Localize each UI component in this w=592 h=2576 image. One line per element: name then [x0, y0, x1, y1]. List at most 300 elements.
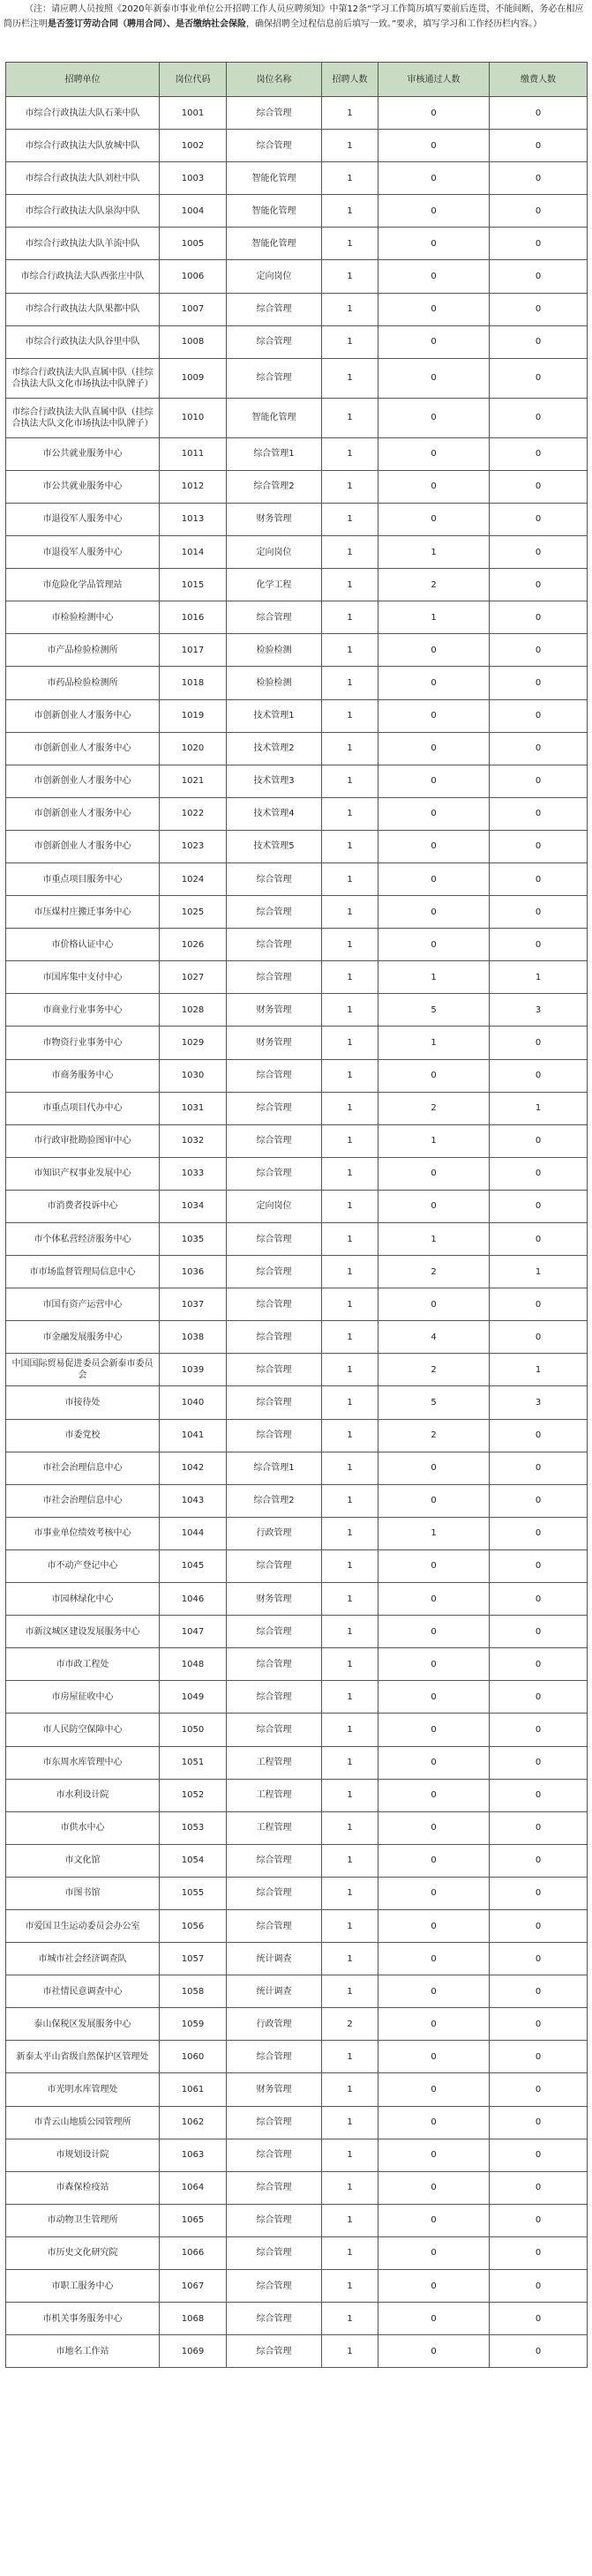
cell-quota: 1 [322, 601, 378, 634]
cell-quota: 1 [322, 1648, 378, 1681]
cell-code: 1050 [160, 1714, 227, 1746]
cell-code: 1026 [160, 929, 227, 961]
cell-unit: 市公共就业服务中心 [6, 470, 160, 503]
cell-quota: 1 [322, 2041, 378, 2073]
cell-code: 1056 [160, 1909, 227, 1942]
cell-approved: 0 [378, 503, 490, 535]
cell-position: 智能化管理 [227, 195, 322, 228]
cell-unit: 市历史文化研究院 [6, 2236, 160, 2269]
cell-position: 综合管理 [227, 1844, 322, 1877]
cell-position: 行政管理 [227, 1517, 322, 1549]
cell-paid: 0 [490, 765, 588, 797]
cell-quota: 1 [322, 1844, 378, 1877]
cell-approved: 0 [378, 398, 490, 437]
cell-unit: 市商业行业事务中心 [6, 994, 160, 1027]
cell-paid: 0 [490, 1190, 588, 1222]
cell-approved: 0 [378, 1452, 490, 1484]
cell-unit: 市综合行政执法大队直属中队（挂综合执法大队文化市场执法中队牌子） [6, 398, 160, 437]
cell-quota: 1 [322, 797, 378, 830]
cell-approved: 0 [378, 1975, 490, 2008]
cell-position: 综合管理 [227, 2303, 322, 2335]
cell-paid: 0 [490, 130, 588, 162]
cell-code: 1060 [160, 2041, 227, 2073]
cell-approved: 0 [378, 470, 490, 503]
cell-paid: 3 [490, 1386, 588, 1419]
header-approved: 审核通过人数 [378, 63, 490, 97]
cell-paid: 0 [490, 2106, 588, 2139]
table-row [6, 1909, 588, 1942]
table-row [6, 2041, 588, 2073]
cell-code: 1006 [160, 260, 227, 293]
table-row [6, 1811, 588, 1844]
table-row [6, 1517, 588, 1549]
cell-quota: 1 [322, 2270, 378, 2303]
cell-approved: 2 [378, 1354, 490, 1386]
cell-quota: 1 [322, 97, 378, 130]
cell-quota: 1 [322, 358, 378, 398]
cell-paid: 0 [490, 2041, 588, 2073]
cell-quota: 1 [322, 1059, 378, 1092]
cell-paid: 1 [490, 1354, 588, 1386]
cell-unit: 市公共就业服务中心 [6, 437, 160, 470]
table-row [6, 862, 588, 895]
cell-paid: 0 [490, 2008, 588, 2041]
cell-code: 1039 [160, 1354, 227, 1386]
cell-code: 1001 [160, 97, 227, 130]
cell-unit: 市东周水库管理中心 [6, 1746, 160, 1779]
cell-code: 1038 [160, 1321, 227, 1354]
cell-approved: 0 [378, 634, 490, 667]
cell-code: 1002 [160, 130, 227, 162]
cell-unit: 市园林绿化中心 [6, 1583, 160, 1616]
cell-approved: 2 [378, 1092, 490, 1124]
cell-approved: 0 [378, 2073, 490, 2106]
cell-paid: 0 [490, 97, 588, 130]
cell-code: 1017 [160, 634, 227, 667]
cell-code: 1044 [160, 1517, 227, 1549]
cell-unit: 市文化馆 [6, 1844, 160, 1877]
cell-paid: 0 [490, 2073, 588, 2106]
cell-paid: 0 [490, 1616, 588, 1648]
cell-unit: 市规划设计院 [6, 2139, 160, 2171]
cell-unit: 市创新创业人才服务中心 [6, 797, 160, 830]
cell-paid: 0 [490, 1027, 588, 1059]
cell-code: 1055 [160, 1877, 227, 1909]
table-row [6, 1256, 588, 1288]
cell-paid: 0 [490, 1909, 588, 1942]
cell-position: 综合管理 [227, 1354, 322, 1386]
cell-code: 1013 [160, 503, 227, 535]
cell-quota: 1 [322, 437, 378, 470]
cell-unit: 市知识产权事业发展中心 [6, 1157, 160, 1190]
cell-code: 1052 [160, 1779, 227, 1811]
cell-unit: 新泰太平山省级自然保护区管理处 [6, 2041, 160, 2073]
cell-position: 综合管理 [227, 1386, 322, 1419]
cell-quota: 1 [322, 1909, 378, 1942]
notice-part-1: （注：请应聘人员按照《2020年新泰市事业单位公开招聘工作人员应聘须知》中第12条“学习工作简历填写要前后连贯，不能间断，务必在相应简历栏注明 [4, 4, 584, 29]
cell-position: 综合管理 [227, 2204, 322, 2236]
table-row [6, 503, 588, 535]
cell-quota: 1 [322, 195, 378, 228]
cell-unit: 市创新创业人才服务中心 [6, 732, 160, 765]
cell-quota: 1 [322, 1877, 378, 1909]
cell-approved: 0 [378, 1681, 490, 1714]
cell-code: 1004 [160, 195, 227, 228]
cell-unit: 市价格认证中心 [6, 929, 160, 961]
cell-unit: 市消费者投诉中心 [6, 1190, 160, 1222]
cell-unit: 市森保检疫站 [6, 2171, 160, 2204]
cell-paid: 0 [490, 1844, 588, 1877]
cell-code: 1019 [160, 699, 227, 732]
cell-approved: 0 [378, 830, 490, 862]
cell-quota: 1 [322, 503, 378, 535]
cell-paid: 0 [490, 797, 588, 830]
cell-code: 1016 [160, 601, 227, 634]
cell-quota: 1 [322, 667, 378, 699]
cell-approved: 0 [378, 797, 490, 830]
cell-approved: 1 [378, 961, 490, 994]
cell-paid: 0 [490, 1943, 588, 1975]
cell-code: 1045 [160, 1549, 227, 1582]
cell-unit: 市物资行业事务中心 [6, 1027, 160, 1059]
table-row [6, 536, 588, 569]
table-row [6, 358, 588, 398]
header-row [6, 63, 588, 97]
cell-quota: 1 [322, 896, 378, 929]
cell-unit: 市事业单位绩效考核中心 [6, 1517, 160, 1549]
cell-paid: 0 [490, 1746, 588, 1779]
cell-approved: 0 [378, 1616, 490, 1648]
table-row [6, 1452, 588, 1484]
cell-paid: 0 [490, 1124, 588, 1157]
cell-code: 1069 [160, 2335, 227, 2368]
cell-paid: 0 [490, 437, 588, 470]
cell-position: 综合管理 [227, 2270, 322, 2303]
cell-approved: 1 [378, 601, 490, 634]
table-row [6, 293, 588, 325]
cell-position: 综合管理 [227, 1223, 322, 1256]
cell-paid: 0 [490, 1452, 588, 1484]
cell-unit: 市社会治理信息中心 [6, 1484, 160, 1517]
cell-position: 综合管理 [227, 1157, 322, 1190]
cell-approved: 0 [378, 1484, 490, 1517]
table-row [6, 1681, 588, 1714]
cell-approved: 0 [378, 2204, 490, 2236]
cell-paid: 0 [490, 503, 588, 535]
cell-approved: 1 [378, 1517, 490, 1549]
cell-approved: 0 [378, 1714, 490, 1746]
cell-paid: 0 [490, 667, 588, 699]
cell-paid: 0 [490, 1419, 588, 1452]
cell-position: 综合管理 [227, 896, 322, 929]
cell-approved: 0 [378, 732, 490, 765]
cell-approved: 0 [378, 2236, 490, 2269]
table-row [6, 601, 588, 634]
table-row [6, 2236, 588, 2269]
cell-unit: 市市场监督管理局信息中心 [6, 1256, 160, 1288]
cell-paid: 0 [490, 699, 588, 732]
cell-unit: 市退役军人服务中心 [6, 503, 160, 535]
cell-approved: 0 [378, 2335, 490, 2368]
cell-unit: 市综合行政执法大队果都中队 [6, 293, 160, 325]
table-row [6, 1844, 588, 1877]
cell-quota: 1 [322, 1027, 378, 1059]
cell-position: 技术管理5 [227, 830, 322, 862]
cell-approved: 0 [378, 1583, 490, 1616]
cell-code: 1014 [160, 536, 227, 569]
table-row [6, 1779, 588, 1811]
notice-bold: 是否签订劳动合同（聘用合同）、是否缴纳社会保险 [48, 19, 246, 29]
cell-unit: 市地名工作站 [6, 2335, 160, 2368]
cell-approved: 0 [378, 325, 490, 358]
table-row [6, 97, 588, 130]
table-row [6, 961, 588, 994]
cell-paid: 0 [490, 470, 588, 503]
cell-paid: 0 [490, 1714, 588, 1746]
cell-approved: 1 [378, 1223, 490, 1256]
table-row [6, 1975, 588, 2008]
cell-position: 化学工程 [227, 569, 322, 601]
table-row [6, 162, 588, 195]
table-row [6, 228, 588, 260]
cell-approved: 2 [378, 569, 490, 601]
cell-approved: 0 [378, 929, 490, 961]
cell-code: 1059 [160, 2008, 227, 2041]
cell-quota: 1 [322, 2073, 378, 2106]
cell-code: 1067 [160, 2270, 227, 2303]
cell-code: 1064 [160, 2171, 227, 2204]
table-row [6, 994, 588, 1027]
cell-unit: 市创新创业人才服务中心 [6, 830, 160, 862]
cell-position: 检验检测 [227, 667, 322, 699]
cell-paid: 0 [490, 634, 588, 667]
header-unit: 招聘单位 [6, 63, 160, 97]
cell-position: 综合管理2 [227, 470, 322, 503]
cell-position: 行政管理 [227, 2008, 322, 2041]
cell-quota: 1 [322, 1386, 378, 1419]
cell-unit: 市爱国卫生运动委员会办公室 [6, 1909, 160, 1942]
cell-position: 综合管理 [227, 1877, 322, 1909]
cell-position: 综合管理 [227, 293, 322, 325]
cell-position: 综合管理 [227, 2171, 322, 2204]
cell-unit: 市光明水库管理处 [6, 2073, 160, 2106]
cell-approved: 0 [378, 293, 490, 325]
cell-unit: 市不动产登记中心 [6, 1549, 160, 1582]
cell-unit: 市接待处 [6, 1386, 160, 1419]
cell-unit: 市重点项目服务中心 [6, 862, 160, 895]
cell-quota: 1 [322, 1452, 378, 1484]
cell-paid: 0 [490, 1648, 588, 1681]
cell-quota: 1 [322, 699, 378, 732]
cell-paid: 0 [490, 228, 588, 260]
cell-quota: 1 [322, 1288, 378, 1321]
cell-paid: 0 [490, 1517, 588, 1549]
cell-code: 1003 [160, 162, 227, 195]
cell-quota: 1 [322, 162, 378, 195]
cell-code: 1023 [160, 830, 227, 862]
cell-position: 工程管理 [227, 1811, 322, 1844]
cell-unit: 市综合行政执法大队羊流中队 [6, 228, 160, 260]
cell-quota: 1 [322, 1975, 378, 2008]
cell-quota: 1 [322, 961, 378, 994]
table-row [6, 130, 588, 162]
cell-position: 综合管理 [227, 1321, 322, 1354]
cell-position: 统计调查 [227, 1975, 322, 2008]
table-row [6, 1157, 588, 1190]
cell-approved: 0 [378, 896, 490, 929]
cell-paid: 0 [490, 536, 588, 569]
cell-position: 工程管理 [227, 1779, 322, 1811]
cell-unit: 市重点项目代办中心 [6, 1092, 160, 1124]
cell-position: 智能化管理 [227, 162, 322, 195]
cell-paid: 0 [490, 830, 588, 862]
cell-unit: 市城市社会经济调查队 [6, 1943, 160, 1975]
cell-approved: 0 [378, 1844, 490, 1877]
cell-quota: 1 [322, 634, 378, 667]
cell-unit: 市人民防空保障中心 [6, 1714, 160, 1746]
cell-code: 1046 [160, 1583, 227, 1616]
cell-unit: 市国库集中支付中心 [6, 961, 160, 994]
cell-paid: 0 [490, 358, 588, 398]
cell-position: 技术管理2 [227, 732, 322, 765]
cell-position: 技术管理4 [227, 797, 322, 830]
cell-paid: 0 [490, 1484, 588, 1517]
cell-paid: 0 [490, 325, 588, 358]
cell-code: 1042 [160, 1452, 227, 1484]
cell-position: 综合管理 [227, 601, 322, 634]
notice-part-2: ，确保招聘全过程信息前后填写一致。”要求，填写学习和工作经历栏内容。） [246, 19, 543, 29]
cell-approved: 0 [378, 1779, 490, 1811]
cell-code: 1024 [160, 862, 227, 895]
cell-paid: 0 [490, 2139, 588, 2171]
table-row [6, 2008, 588, 2041]
cell-code: 1028 [160, 994, 227, 1027]
table-row [6, 1321, 588, 1354]
cell-approved: 1 [378, 1027, 490, 1059]
cell-quota: 1 [322, 994, 378, 1027]
cell-code: 1031 [160, 1092, 227, 1124]
cell-approved: 0 [378, 862, 490, 895]
table-row [6, 1190, 588, 1222]
cell-position: 财务管理 [227, 1583, 322, 1616]
cell-paid: 0 [490, 1157, 588, 1190]
cell-position: 综合管理2 [227, 1484, 322, 1517]
cell-unit: 市退役军人服务中心 [6, 536, 160, 569]
cell-approved: 0 [378, 97, 490, 130]
cell-position: 综合管理 [227, 97, 322, 130]
cell-code: 1008 [160, 325, 227, 358]
cell-quota: 1 [322, 398, 378, 437]
table-row [6, 1746, 588, 1779]
cell-position: 综合管理1 [227, 1452, 322, 1484]
cell-position: 检验检测 [227, 634, 322, 667]
cell-quota: 1 [322, 1681, 378, 1714]
table-row [6, 2139, 588, 2171]
cell-quota: 1 [322, 1092, 378, 1124]
cell-code: 1005 [160, 228, 227, 260]
cell-code: 1047 [160, 1616, 227, 1648]
table-row [6, 1223, 588, 1256]
cell-approved: 0 [378, 2303, 490, 2335]
cell-code: 1043 [160, 1484, 227, 1517]
cell-paid: 0 [490, 1681, 588, 1714]
cell-code: 1018 [160, 667, 227, 699]
cell-code: 1053 [160, 1811, 227, 1844]
cell-approved: 0 [378, 765, 490, 797]
cell-paid: 0 [490, 896, 588, 929]
cell-position: 技术管理1 [227, 699, 322, 732]
cell-position: 综合管理 [227, 1648, 322, 1681]
cell-position: 综合管理1 [227, 437, 322, 470]
table-row [6, 1288, 588, 1321]
table-row [6, 797, 588, 830]
cell-unit: 市房屋征收中心 [6, 1681, 160, 1714]
cell-approved: 0 [378, 1190, 490, 1222]
cell-code: 1029 [160, 1027, 227, 1059]
cell-position: 综合管理 [227, 130, 322, 162]
cell-approved: 0 [378, 2008, 490, 2041]
cell-position: 定向岗位 [227, 536, 322, 569]
table-row [6, 569, 588, 601]
cell-approved: 0 [378, 2171, 490, 2204]
cell-quota: 1 [322, 1124, 378, 1157]
cell-quota: 1 [322, 325, 378, 358]
table-row [6, 765, 588, 797]
cell-code: 1021 [160, 765, 227, 797]
table-row [6, 1648, 588, 1681]
cell-paid: 0 [490, 1223, 588, 1256]
cell-quota: 1 [322, 2335, 378, 2368]
table-row [6, 1092, 588, 1124]
table-row [6, 2171, 588, 2204]
cell-unit: 市社会治理信息中心 [6, 1452, 160, 1484]
cell-approved: 0 [378, 130, 490, 162]
cell-approved: 0 [378, 1059, 490, 1092]
cell-quota: 1 [322, 2139, 378, 2171]
cell-position: 定向岗位 [227, 260, 322, 293]
cell-paid: 1 [490, 1256, 588, 1288]
cell-unit: 中国国际贸易促进委员会新泰市委员会 [6, 1354, 160, 1386]
cell-quota: 1 [322, 1256, 378, 1288]
cell-quota: 1 [322, 470, 378, 503]
cell-paid: 0 [490, 398, 588, 437]
table-row [6, 195, 588, 228]
cell-unit: 市社情民意调查中心 [6, 1975, 160, 2008]
cell-quota: 1 [322, 1943, 378, 1975]
cell-position: 综合管理 [227, 1714, 322, 1746]
cell-paid: 0 [490, 293, 588, 325]
cell-position: 综合管理 [227, 929, 322, 961]
table-row [6, 2335, 588, 2368]
cell-quota: 1 [322, 732, 378, 765]
cell-unit: 市供水中心 [6, 1811, 160, 1844]
cell-code: 1041 [160, 1419, 227, 1452]
cell-approved: 2 [378, 1256, 490, 1288]
cell-quota: 1 [322, 536, 378, 569]
cell-paid: 0 [490, 1975, 588, 2008]
cell-unit: 泰山保税区发展服务中心 [6, 2008, 160, 2041]
cell-paid: 0 [490, 2171, 588, 2204]
cell-code: 1033 [160, 1157, 227, 1190]
cell-code: 1022 [160, 797, 227, 830]
table-row [6, 437, 588, 470]
cell-unit: 市动物卫生管理所 [6, 2204, 160, 2236]
cell-paid: 0 [490, 2270, 588, 2303]
cell-approved: 0 [378, 1909, 490, 1942]
cell-position: 综合管理 [227, 961, 322, 994]
cell-approved: 1 [378, 1124, 490, 1157]
cell-paid: 0 [490, 2303, 588, 2335]
